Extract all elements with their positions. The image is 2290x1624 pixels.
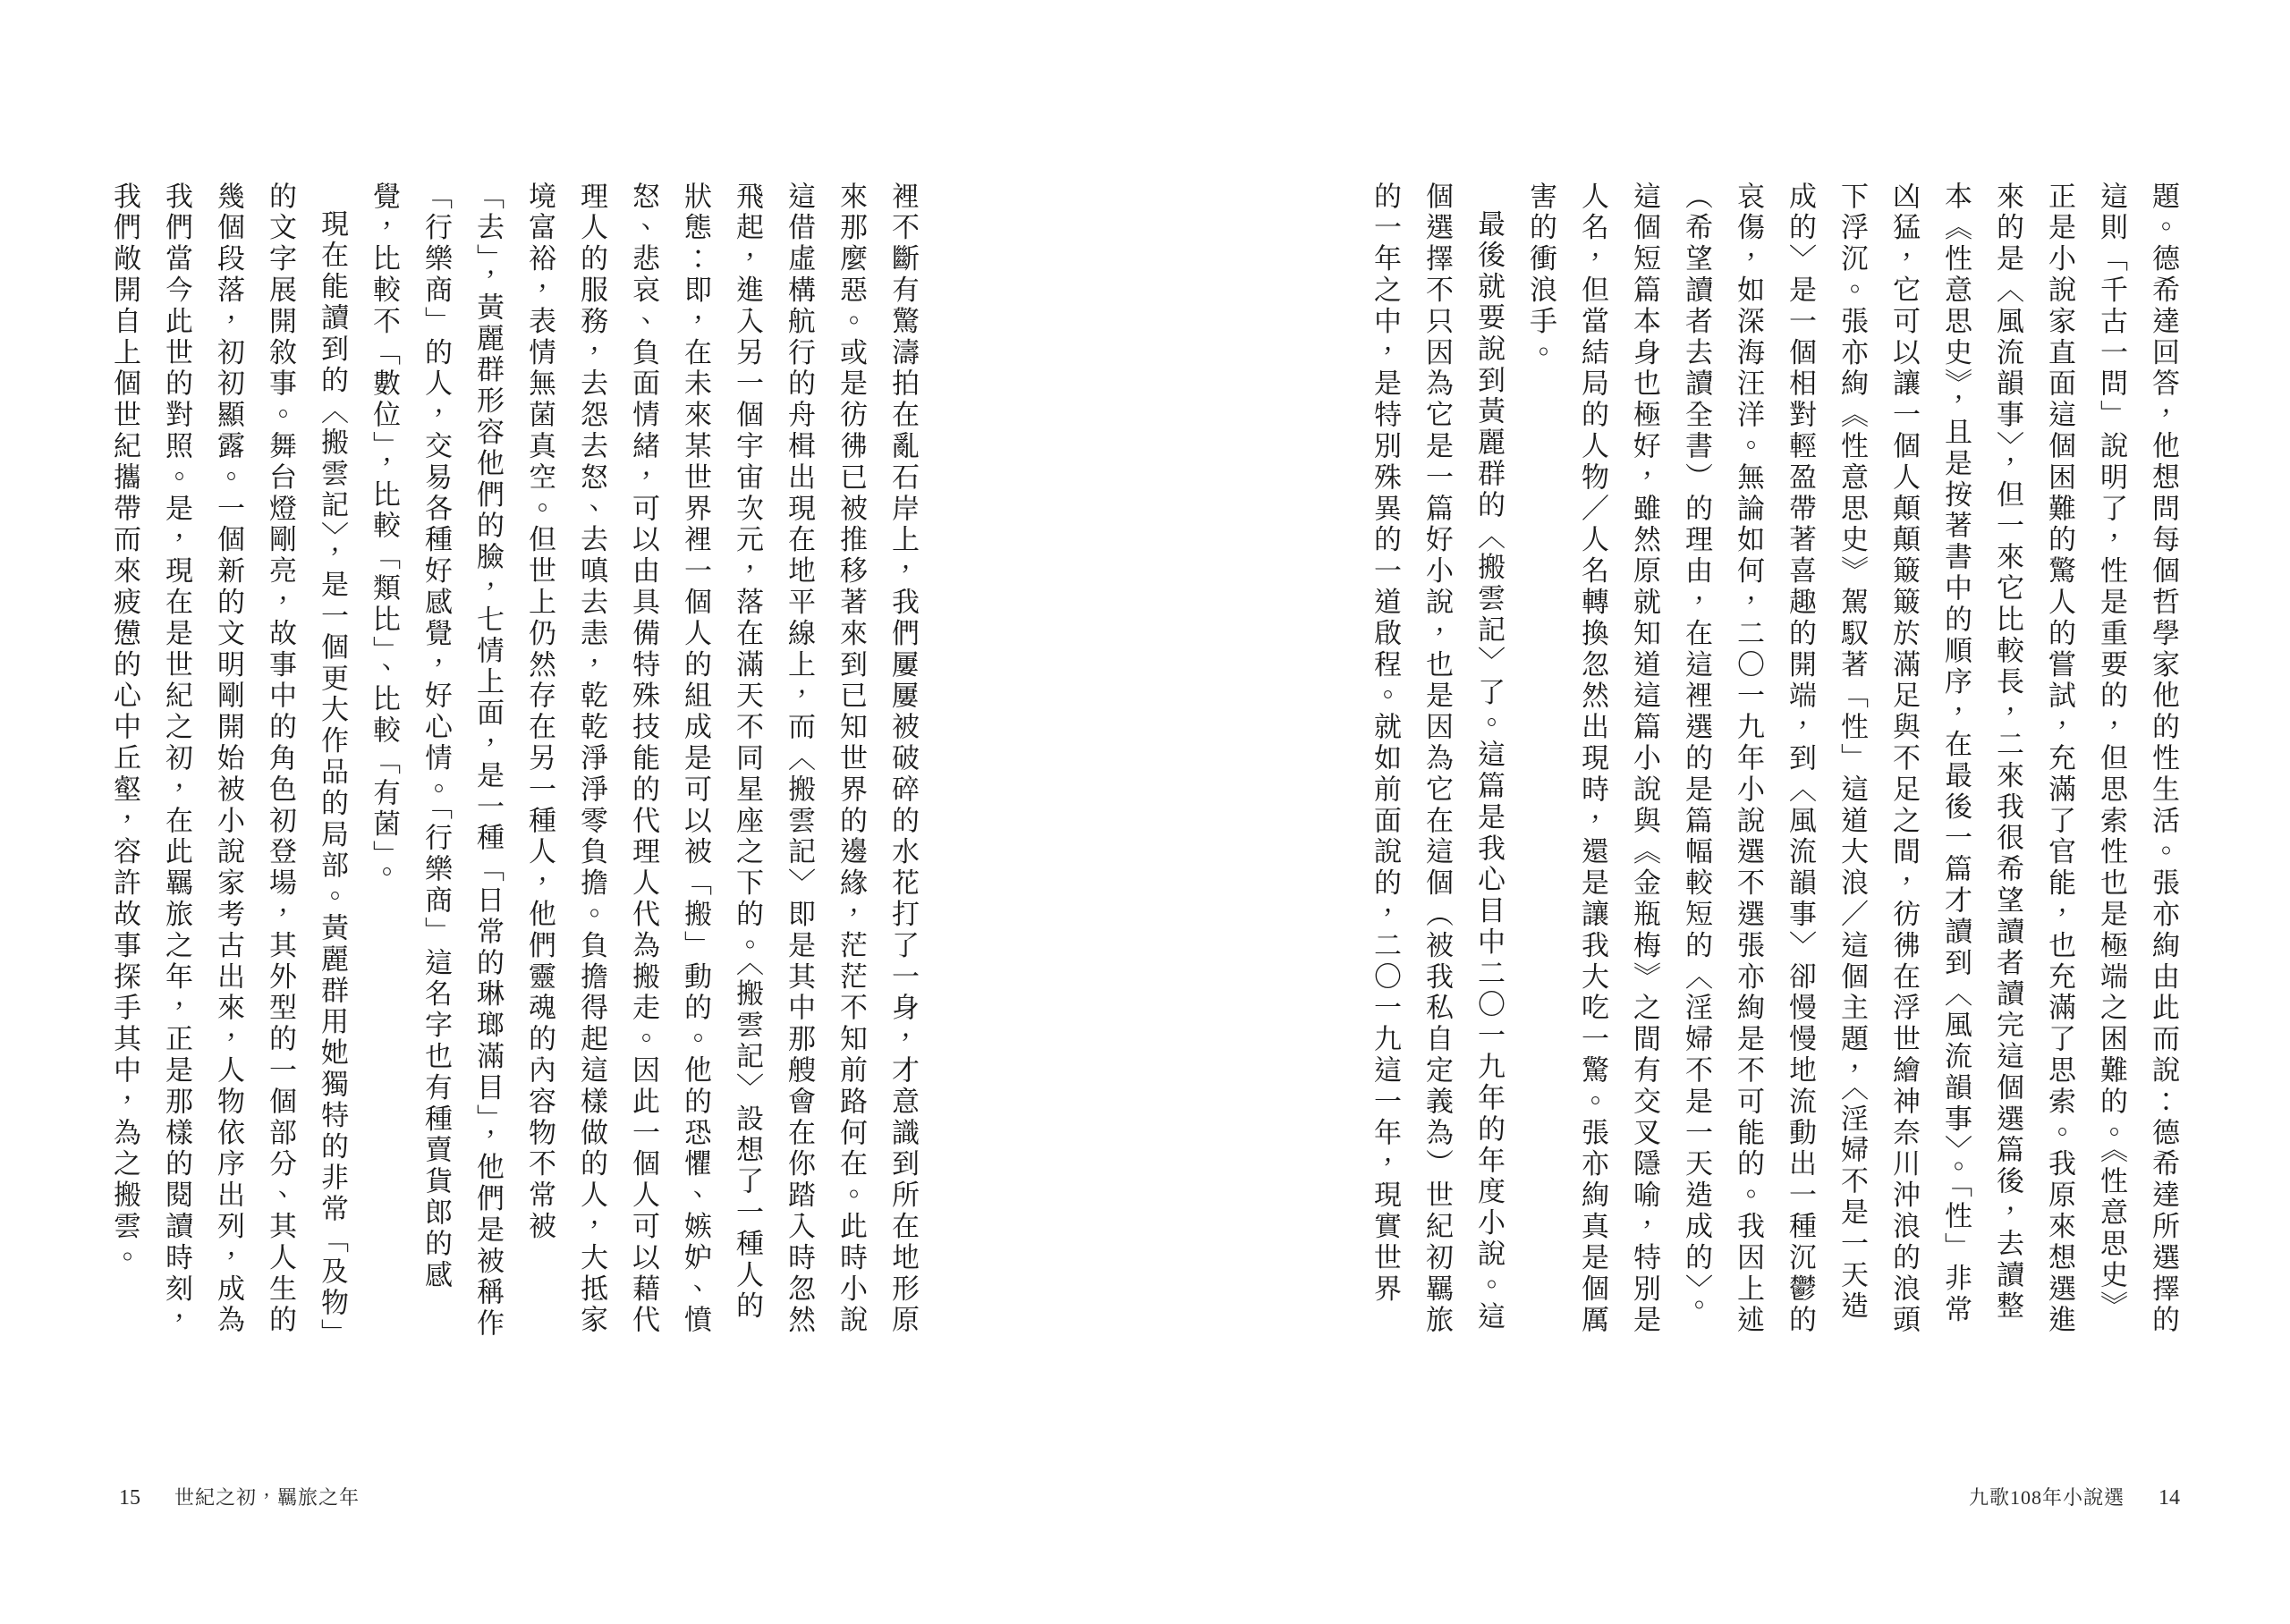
body-paragraph-continued: 題。德希達回答，他想問每個哲學家他的性生活。張亦絢由此而說：德希達所選擇的這則「千古一問」說明了，性是重要的，但思索性也是極端之困難的。《性意思史》正是小說家直面這個困難的驚人的嘗試，充滿了官能，也充滿了思索。我原來想選進來的是〈風流韻事〉，但一來它比較長，二來我很希望讀者讀完這個選篇後，去讀整本《性意思史》，且是按著書中的順序，在最後一篇才讀到〈風流韻事〉。「性」非常凶猛，它可以讓一個人顛顛簸簸於滿足與不足之間，彷彿在浮世繪神奈川沖浪的浪頭下浮沉。張亦絢《性意思史》駕馭著「性」這道大浪／這個主題，〈淫婦不是一天造成的〉是一個相對輕盈帶著喜趣的開端，到〈風流韻事〉卻慢慢地流動出一種沉鬱的哀傷，如深海汪洋。無論如何，二〇一九年小說選不選張亦絢是不可能的。我因上述（希望讀者去讀全書）的理由，在這裡選的是篇幅較短的〈淫婦不是一天造成的〉。這個短篇本身也極好，雖然原就知道這篇小說與《金瓶梅》之間有交叉隱喻，特別是人名，但當結局的人物／人名轉換忽然出現時，還是讓我大吃一驚。張亦絢真是個厲害的衝浪手。	[1525, 182, 2179, 1337]
page-right	[1145, 0, 2290, 1624]
right-page-footer	[1969, 1484, 2180, 1511]
body-paragraph-new: 現在能讀到的〈搬雲記〉，是一個更大作品的局部。黃麗群用她獨特的非常「及物」的文字展開敘事。舞台燈剛亮，故事中的角色初登場，其外型的一個部分、其人生的幾個段落，初初顯露。一個新的文明剛開始被小說家考古出來，人物依序出列，成為我們當今此世的對照。是，現在是世紀之初，在此羈旅之年，正是那樣的閱讀時刻，我們敞開自上個世紀攜帶而來疲憊的心中丘壑，容許故事探手其中，為之搬雲。	[109, 182, 348, 1337]
left-page-text-block	[98, 182, 929, 1341]
running-title: 九歌108年小說選	[1968, 1486, 2125, 1509]
left-page-footer	[119, 1484, 360, 1511]
running-title: 世紀之初，羈旅之年	[174, 1486, 360, 1509]
page-number: 15	[119, 1486, 140, 1510]
page-number: 14	[2159, 1486, 2180, 1510]
body-paragraph-continued: 裡不斷有驚濤拍在亂石岸上，我們屢屢被破碎的水花打了一身，才意識到所在地形原來那麼惡。或是彷彿已被推移著來到已知世界的邊緣，茫茫不知前路何在。此時小說這借虛構航行的舟楫出現在地平線上，而〈搬雲記〉即是其中那艘會在你踏入時忽然飛起，進入另一個宇宙次元，落在滿天不同星座之下的。〈搬雲記〉設想了一種人的狀態：即，在未來某世界裡一個人的組成是可以被「搬」動的。他的恐懼、嫉妒、憤怒、悲哀、負面情緒，可以由具備特殊技能的代理人代為搬走。因此一個人可以藉代理人的服務，去怨去怒、去嗔去恚，乾乾淨淨零負擔。負擔得起這樣做的人，大抵家境富裕，表情無菌真空。但世上仍然存在另一種人，他們靈魂的內容物不常被「去」，黃麗群形容他們的臉，七情上面，是一種「日常的琳瑯滿目」，他們是被稱作「行樂商」的人，交易各種好感覺，好心情。「行樂商」這名字也有種賣貨郎的感覺，比較不「數位」，比較「類比」、比較「有菌」。	[369, 182, 919, 1341]
body-paragraph-new: 最後就要說到黃麗群的〈搬雲記〉了。這篇是我心目中二〇一九年的年度小說。這個選擇不只因為它是一篇好小說，也是因為它在這個（被我私自定義為）世紀初羈旅的一年之中，是特別殊異的一道啟程。就如前面說的，二〇一九這一年，現實世界	[1370, 182, 1505, 1337]
right-page-text-block	[1359, 182, 2189, 1341]
